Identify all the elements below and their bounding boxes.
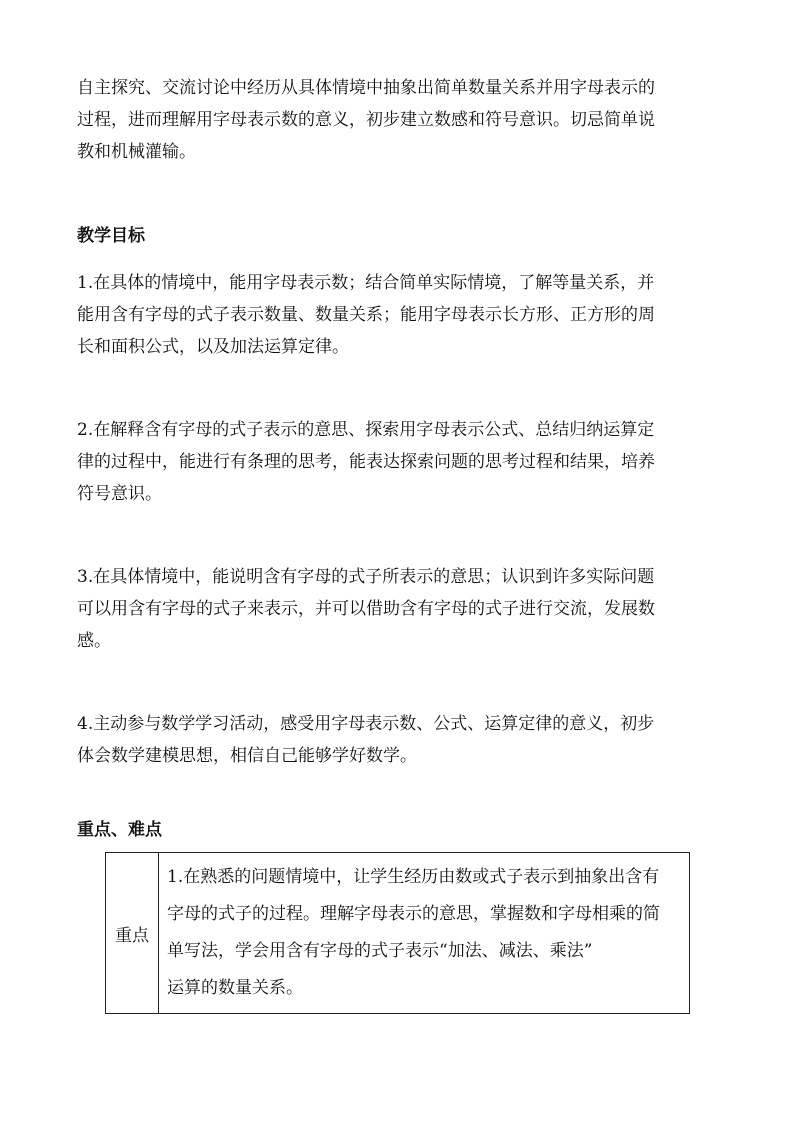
objective-item-3: [77, 561, 717, 657]
focus-content-cell: [159, 853, 690, 1014]
focus-content-line: 1.在熟悉的问题情境中，让学生经历由数或式子表示到抽象出含有: [167, 867, 660, 887]
intro-line: 自主探究、交流讨论中经历从具体情境中抽象出简单数量关系并用字母表示的: [77, 78, 655, 98]
objective-item-1: [77, 267, 717, 363]
objective-line: 能用含有字母的式子表示数量、数量关系；能用字母表示长方形、正方形的周: [77, 305, 655, 325]
table-row: [106, 853, 690, 1014]
objective-line: 长和面积公式，以及加法运算定律。: [77, 337, 349, 357]
objective-line: 感。: [77, 631, 111, 651]
focus-table: [105, 852, 690, 1014]
objective-line: 律的过程中，能进行有条理的思考，能表达探索问题的思考过程和结果，培养: [77, 452, 655, 472]
intro-line: 过程，进而理解用字母表示数的意义，初步建立数感和符号意识。切忌简单说: [77, 110, 655, 130]
objective-line: 3.在具体情境中，能说明含有字母的式子所表示的意思；认识到许多实际问题: [77, 567, 655, 587]
objective-line: 2.在解释含有字母的式子表示的意思、探索用字母表示公式、总结归纳运算定: [77, 420, 655, 440]
objective-item-2: [77, 414, 717, 510]
objective-line: 体会数学建模思想，相信自己能够学好数学。: [77, 746, 417, 766]
objectives-heading: 教学目标: [77, 226, 145, 246]
objective-line: 可以用含有字母的式子来表示，并可以借助含有字母的式子进行交流，发展数: [77, 599, 655, 619]
objective-line: 1.在具体的情境中，能用字母表示数；结合简单实际情境，了解等量关系，并: [77, 273, 655, 293]
focus-content-line: 单写法，学会用含有字母的式子表示“加法、减法、乘法”: [167, 941, 593, 961]
focus-label-cell: 重点: [106, 853, 159, 1014]
intro-paragraph: [77, 72, 717, 168]
objective-item-4: [77, 708, 717, 772]
focus-content-line: 字母的式子的过程。理解字母表示的意思，掌握数和字母相乘的简: [167, 904, 660, 924]
focus-heading: 重点、难点: [77, 820, 162, 840]
objective-line: 符号意识。: [77, 484, 162, 504]
intro-line: 教和机械灌输。: [77, 142, 196, 162]
focus-content-line: 运算的数量关系。: [167, 978, 303, 998]
objective-line: 4.主动参与数学学习活动，感受用字母表示数、公式、运算定律的意义，初步: [77, 714, 655, 734]
